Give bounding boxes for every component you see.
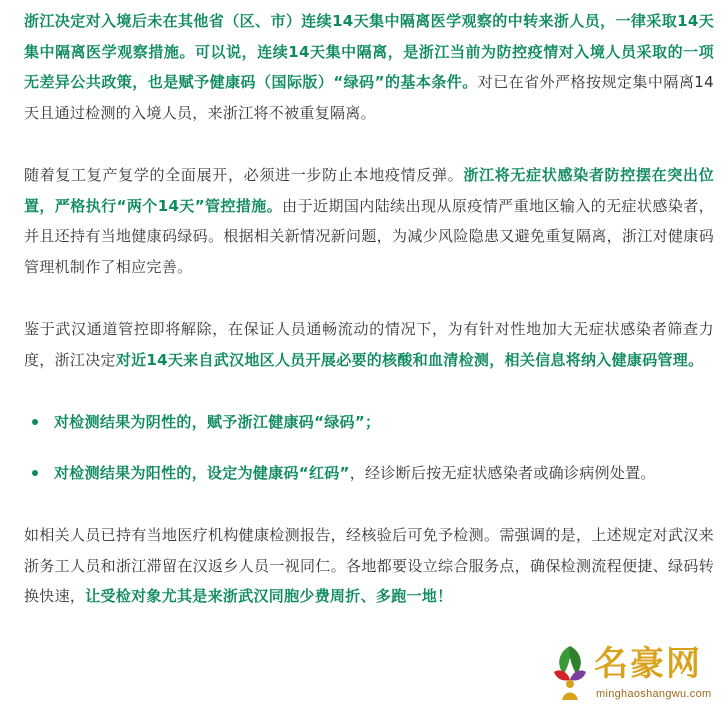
watermark-url: minghaoshangwu.com [596, 688, 712, 700]
bullet-2-highlight: 对检测结果为阳性的，设定为健康码“红码” [54, 463, 350, 482]
list-item [24, 407, 714, 438]
bullet-dot-icon [32, 419, 38, 425]
paragraph-4 [24, 520, 714, 612]
bullet-dot-icon [32, 470, 38, 476]
paragraph-1-highlight: 浙江决定对入境后未在其他省（区、市）连续14天集中隔离医学观察的中转来浙人员，一律采取14天集中隔离医学观察措施。可以说，连续14天集中隔离，是浙江当前为防控疫情对入境人员采取的一项无差异公共政策，也是赋予健康码（国际版）“绿码”的基本条件。 [24, 12, 714, 91]
paragraph-3-highlight: 对近14天来自武汉地区人员开展必要的核酸和血清检测，相关信息将纳入健康码管理。 [115, 350, 704, 369]
paragraph-3 [24, 314, 714, 375]
bullet-list [24, 407, 714, 488]
paragraph-2-text-a: 随着复工复产复学的全面展开，必须进一步防止本地疫情反弹。 [24, 166, 464, 184]
paragraph-4-highlight-a: 让受检对象尤其是来浙武汉同胞少费周折、 [85, 587, 376, 605]
paragraph-1 [24, 6, 714, 128]
bullet-1-highlight: 对检测结果为阴性的，赋予浙江健康码“绿码”； [54, 413, 381, 431]
watermark-name: 名豪网 [594, 644, 702, 684]
leaf-person-logo-icon [548, 642, 592, 702]
paragraph-2-highlight: 浙江将无症状感染者防控摆在突出位置，严格执行“两个14天”管控措施。 [24, 166, 714, 215]
paragraph-2 [24, 160, 714, 282]
paragraph-1-text: 对已在省外严格按规定集中隔离14天且通过检测的入境人员，来浙江将不被重复隔离。 [24, 73, 714, 122]
paragraph-2-text-b: 由于近期国内陆续出现从原疫情严重地区输入的无症状感染者，并且还持有当地健康码绿码。根据相关新情况新问题，为减少风险隐患又避免重复隔离，浙江对健康码管理机制作了相应完善。 [24, 196, 714, 276]
paragraph-4-highlight-b: 多跑一地！ [375, 587, 453, 605]
paragraph-3-text: 鉴于武汉通道管控即将解除，在保证人员通畅流动的情况下，为有针对性地加大无症状感染者筛查力度，浙江决定 [24, 320, 714, 369]
list-item [24, 458, 714, 489]
paragraph-4-text: 如相关人员已持有当地医疗机构健康检测报告，经核验后可免予检测。需强调的是，上述规定对武汉来浙务工人员和浙江滞留在汉返乡人员一视同仁。各地都要设立综合服务点，确保检测流程便捷、绿码转换快速， [24, 526, 714, 605]
site-watermark [542, 638, 722, 712]
article-body [24, 6, 714, 644]
bullet-2-text: ，经诊断后按无症状感染者或确诊病例处置。 [349, 463, 656, 482]
